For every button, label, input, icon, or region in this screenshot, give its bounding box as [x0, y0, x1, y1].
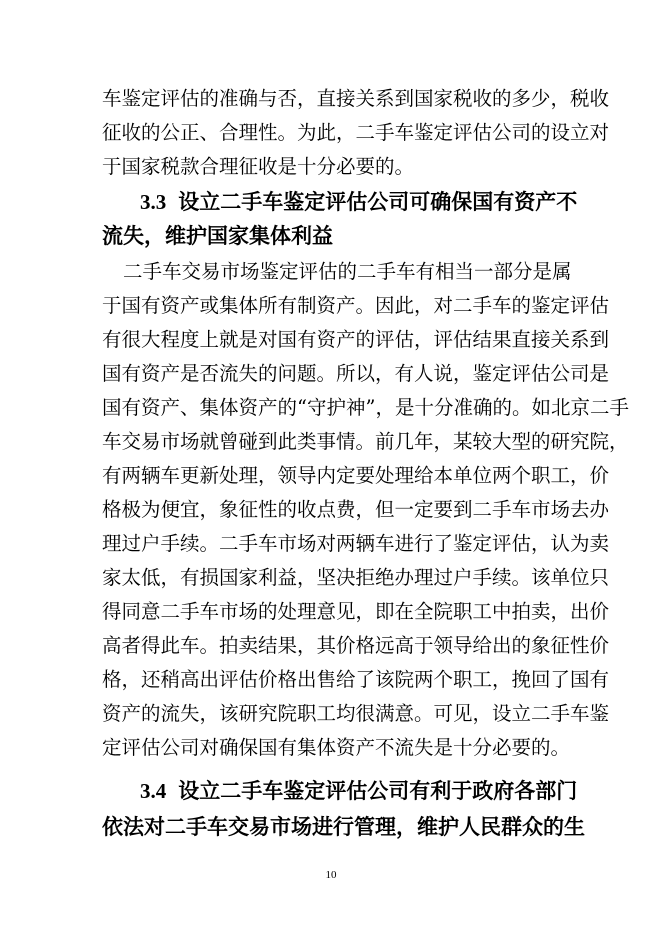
paragraph-2-line-11: 得同意二手车市场的处理意见，即在全院职工中拍卖，出价: [102, 600, 610, 623]
section-3-3-number: 3.3: [140, 190, 167, 214]
paragraph-2-line-14: 资产的流失，该研究院职工均很满意。可见，设立二手车鉴: [102, 702, 610, 725]
paragraph-2-line-15: 定评估公司对确保国有集体资产不流失是十分必要的。: [102, 736, 571, 759]
paragraph-2-line-12: 高者得此车。拍卖结果，其价格远高于领导给出的象征性价: [102, 634, 610, 657]
paragraph-1-line-3: 于国家税款合理征收是十分必要的。: [102, 155, 415, 178]
paragraph-2-line-5: 国有资产、集体资产的“守护神”，是十分准确的。如北京二手: [102, 396, 629, 419]
paragraph-2-line-8: 格极为便宜，象征性的收点费，但一定要到二手车市场去办: [102, 498, 610, 521]
paragraph-2-line-7: 有两辆车更新处理，领导内定要处理给本单位两个职工，价: [102, 464, 610, 487]
section-3-4-title-line-1: 设立二手车鉴定评估公司有利于政府各部门: [178, 778, 578, 803]
paragraph-2-line-2: 于国有资产或集体所有制资产。因此，对二手车的鉴定评估: [102, 294, 610, 317]
paragraph-2-line-1: 二手车交易市场鉴定评估的二手车有相当一部分是属: [123, 260, 572, 283]
section-3-3-heading-line-2: 流失，维护国家集体利益: [102, 223, 333, 248]
paragraph-2-line-13: 格，还稍高出评估价格出售给了该院两个职工，挽回了国有: [102, 668, 610, 691]
paragraph-2-line-4: 国有资产是否流失的问题。所以，有人说，鉴定评估公司是: [102, 362, 610, 385]
section-3-4-number: 3.4: [140, 779, 167, 803]
paragraph-2-line-9: 理过户手续。二手车市场对两辆车进行了鉴定评估，认为卖: [102, 532, 610, 555]
section-3-3-heading-line-1: [140, 185, 578, 219]
paragraph-1-line-1: 车鉴定评估的准确与否，直接关系到国家税收的多少，税收: [102, 87, 610, 110]
section-3-3-title-line-1: 设立二手车鉴定评估公司可确保国有资产不: [178, 189, 578, 214]
paragraph-2-line-10: 家太低，有损国家利益，坚决拒绝办理过户手续。该单位只: [102, 566, 610, 589]
section-3-4-heading-line-2: 依法对二手车交易市场进行管理，维护人民群众的生: [102, 814, 585, 839]
paragraph-1-line-2: 征收的公正、合理性。为此，二手车鉴定评估公司的设立对: [102, 121, 610, 144]
section-3-4-heading-line-1: [140, 774, 578, 808]
paragraph-2-line-6: 车交易市场就曾碰到此类事情。前几年，某较大型的研究院，: [102, 430, 629, 453]
page-number: 10: [325, 869, 337, 881]
paragraph-2-line-3: 有很大程度上就是对国有资产的评估，评估结果直接关系到: [102, 328, 610, 351]
